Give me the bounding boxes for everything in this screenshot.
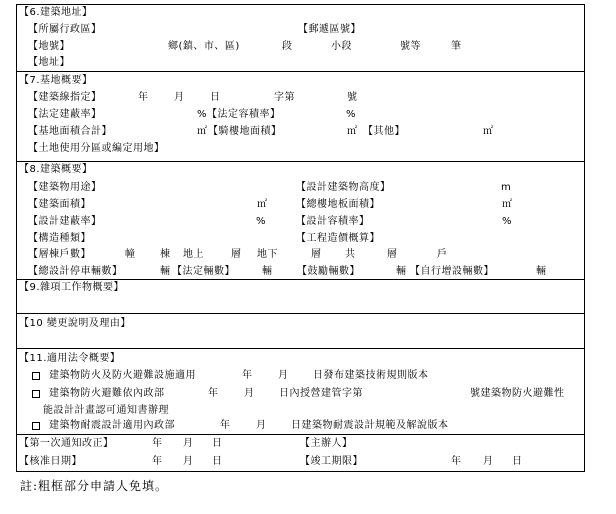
fire-safety-checkbox[interactable] [32,372,40,380]
section-change-reason [17,314,584,349]
date-unit: 年 [242,370,253,381]
floors-unit: 層 [311,249,322,260]
fire-evacuation-checkbox[interactable] [32,390,40,398]
law-text: 日內授營建管字第 [279,388,363,399]
floors-unit: 共 [345,249,356,260]
floors-unit: 層 [231,249,242,260]
section-site-overview [17,72,584,162]
law-text: 日建築物耐震設計規範及解說版本 [291,420,449,431]
law-text: 建築物耐震設計適用內政部 [49,420,175,431]
word-unit: 字第 [274,92,295,103]
lot-number-label: 【地號】 [28,41,70,52]
footer-rows [17,435,584,471]
lot-unit: 鄉(鎮、市、區) [168,41,240,52]
floors-unit: 戶 [437,249,448,260]
approval-date-label: 【核准日期】 [19,456,82,467]
date-unit: 年 [152,438,163,449]
section-misc-works [17,280,584,314]
date-unit: 月 [244,388,255,399]
section-title: 【9.雜項工作物概要】 [19,282,125,293]
date-unit: 月 [483,456,494,467]
completion-deadline-label: 【竣工期限】 [300,456,363,467]
lot-unit: 筆 [451,41,462,52]
sqm-unit: ㎡ [502,199,513,210]
section-building-address [17,5,584,72]
floors-unit: 地上 [183,249,204,260]
sqm-unit: ㎡ [197,126,208,137]
section-title: 【6.建築地址】 [19,7,93,18]
postal-code-label: 【郵遞區號】 [298,24,361,35]
number-unit: 號 [347,92,358,103]
total-floor-area-label: 【總樓地板面積】 [296,199,380,210]
building-area-label: 【建築面積】 [28,199,91,210]
building-line-label: 【建築線指定】 [28,92,102,103]
law-text: 日發布建築技術規則版本 [313,370,429,381]
date-unit: 年 [208,388,219,399]
percent-unit: % [502,216,513,227]
floors-unit: 幢 [125,249,136,260]
vehicle-unit: 輛 [396,266,407,277]
legal-coverage-label: 【法定建蔽率】 [28,109,102,120]
structure-type-label: 【構造種類】 [28,233,91,244]
design-coverage-label: 【設計建蔽率】 [28,216,102,227]
law-text-continued: 能設計計畫認可通知書辦理 [43,405,169,416]
seismic-design-checkbox[interactable] [32,422,40,430]
date-unit: 日 [512,456,523,467]
percent-unit: % [256,216,267,227]
cost-estimate-label: 【工程造價概算】 [296,233,380,244]
date-unit: 日 [210,92,221,103]
section-title: 【10 變更說明及理由】 [19,318,131,329]
floors-units-label: 【層棟戶數】 [28,249,91,260]
building-use-label: 【建築物用途】 [28,182,102,193]
sqm-unit: ㎡ [257,199,268,210]
date-unit: 日 [212,456,223,467]
law-text: 號建築物防火避難性 [470,388,565,399]
footnote: 註:粗框部分申請人免填。 [20,479,169,493]
lot-unit: 號等 [400,41,421,52]
date-unit: 年 [152,456,163,467]
other-label: 【其他】 [363,126,405,137]
date-unit: 月 [183,438,194,449]
legal-parking-label: 【法定輛數】 [172,266,235,277]
zoning-label: 【土地使用分區或編定用地】 [28,143,165,154]
sqm-unit: ㎡ [483,126,494,137]
first-notice-label: 【第一次通知改正】 [19,438,114,449]
legal-far-label: 【法定容積率】 [207,109,281,120]
parking-total-label: 【總設計停車輛數】 [28,266,123,277]
law-text: 建築物防火避難依內政部 [49,388,165,399]
height-unit: m [501,182,512,193]
vehicle-unit: 輛 [262,266,273,277]
date-unit: 月 [278,370,289,381]
date-unit: 月 [183,456,194,467]
percent-unit: % [197,109,208,120]
date-unit: 年 [138,92,149,103]
date-unit: 月 [256,420,267,431]
section-building-overview [17,162,584,280]
date-unit: 月 [174,92,185,103]
self-parking-label: 【自行增設輛數】 [410,266,494,277]
lot-unit: 段 [282,41,293,52]
vehicle-unit: 輛 [536,266,547,277]
section-title: 【7.基地概要】 [19,75,93,86]
design-far-label: 【設計容積率】 [296,216,370,227]
date-unit: 年 [451,456,462,467]
arcade-area-label: 【騎樓地面積】 [208,126,282,137]
section-title: 【8.建築概要】 [19,164,93,175]
section-title: 【11.適用法令概要】 [19,353,121,364]
date-unit: 日 [212,438,223,449]
section-applicable-laws [17,349,584,435]
floors-unit: 地下 [257,249,278,260]
site-area-label: 【基地面積合計】 [28,126,112,137]
percent-unit: % [346,109,357,120]
date-unit: 年 [220,420,231,431]
vehicle-unit: 輛 [160,266,171,277]
floors-unit: 層 [387,249,398,260]
lot-unit: 小段 [331,41,352,52]
address-label: 【地址】 [28,57,70,68]
building-height-label: 【設計建築物高度】 [296,182,391,193]
floors-unit: 棟 [160,249,171,260]
admin-district-label: 【所屬行政區】 [28,24,102,35]
sqm-unit: ㎡ [347,126,358,137]
application-form [16,4,585,472]
incentive-parking-label: 【鼓勵輛數】 [297,266,360,277]
law-text: 建築物防火及防火避難設施適用 [49,370,196,381]
handler-label: 【主辦人】 [300,438,353,449]
